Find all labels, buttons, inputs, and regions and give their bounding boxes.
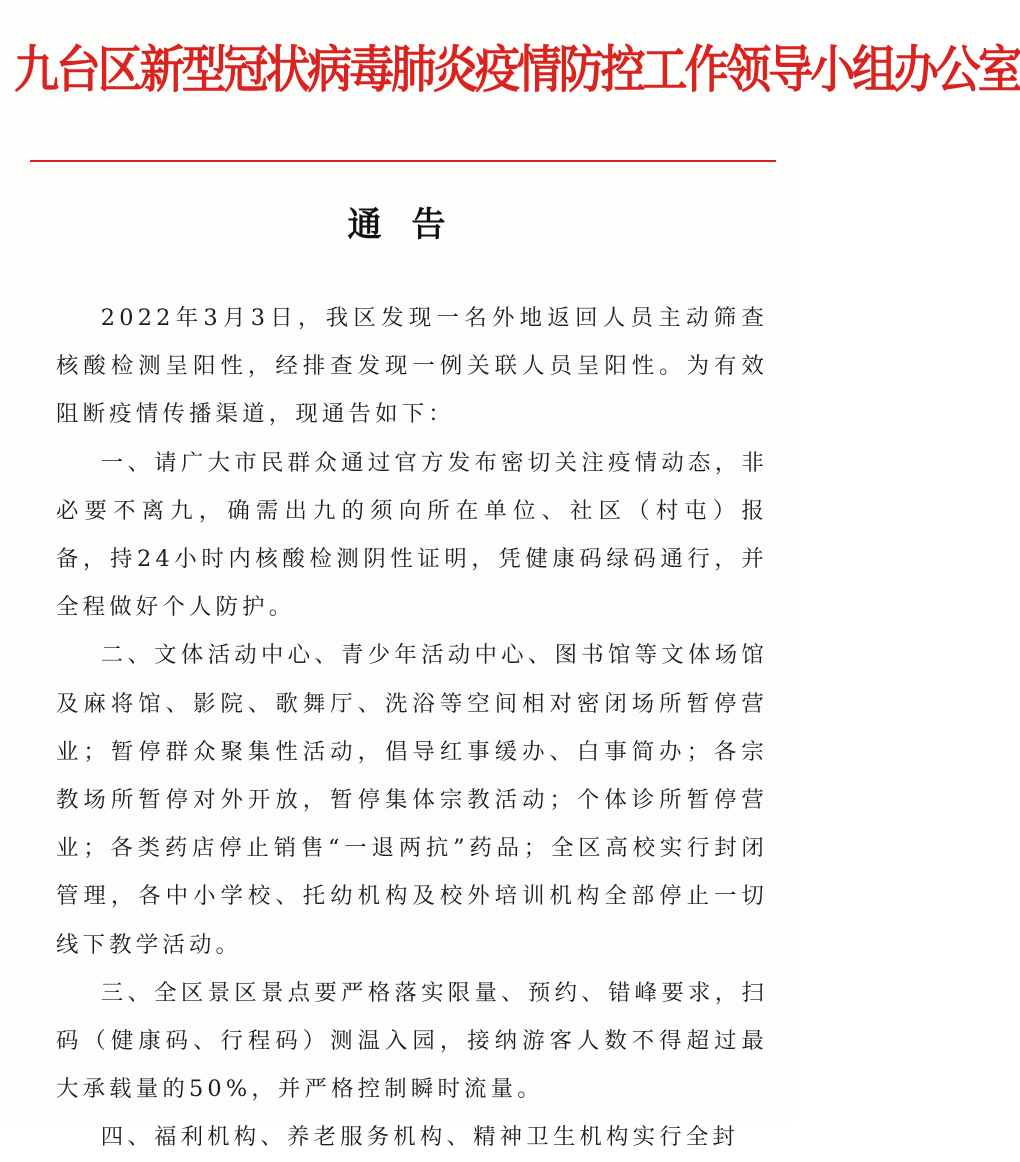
item-3-paragraph: 三、全区景区景点要严格落实限量、预约、错峰要求，扫码（健康码、行程码）测温入园，接纳游客人数不得超过最大承载量的50%，并严格控制瞬时流量。 <box>56 979 768 1103</box>
issuing-organization-header: 九台区新型冠状病毒肺炎疫情防控工作领导小组办公室 <box>14 39 1020 100</box>
notice-title: 通告 <box>347 205 476 245</box>
intro-paragraph: 2022年3月3日，我区发现一名外地返回人员主动筛查核酸检测呈阳性，经排查发现一例关联人员呈阳性。为有效阻断疫情传播渠道，现通告如下： <box>56 305 768 428</box>
item-1-paragraph: 一、请广大市民群众通过官方发布密切关注疫情动态，非必要不离九，确需出九的须向所在单位、社区（村屯）报备，持24小时内核酸检测阴性证明，凭健康码绿码通行，并全程做好个人防护。 <box>56 449 768 621</box>
red-header-rule <box>30 160 776 162</box>
item-2-paragraph: 二、文体活动中心、青少年活动中心、图书馆等文体场馆及麻将馆、影院、歌舞厅、洗浴等空间相对密闭场所暂停营业；暂停群众聚集性活动，倡导红事缓办、白事简办；各宗教场所暂停对外开放，暂停集体宗教活动；个体诊所暂停营业；各类药店停止销售“一退两抗”药品；全区高校实行封闭管理，各中小学校、托幼机构及校外培训机构全部停止一切线下教学活动。 <box>56 642 768 958</box>
item-4-paragraph: 四、福利机构、养老服务机构、精神卫生机构实行全封 <box>100 1124 739 1151</box>
notice-body <box>56 294 768 1162</box>
